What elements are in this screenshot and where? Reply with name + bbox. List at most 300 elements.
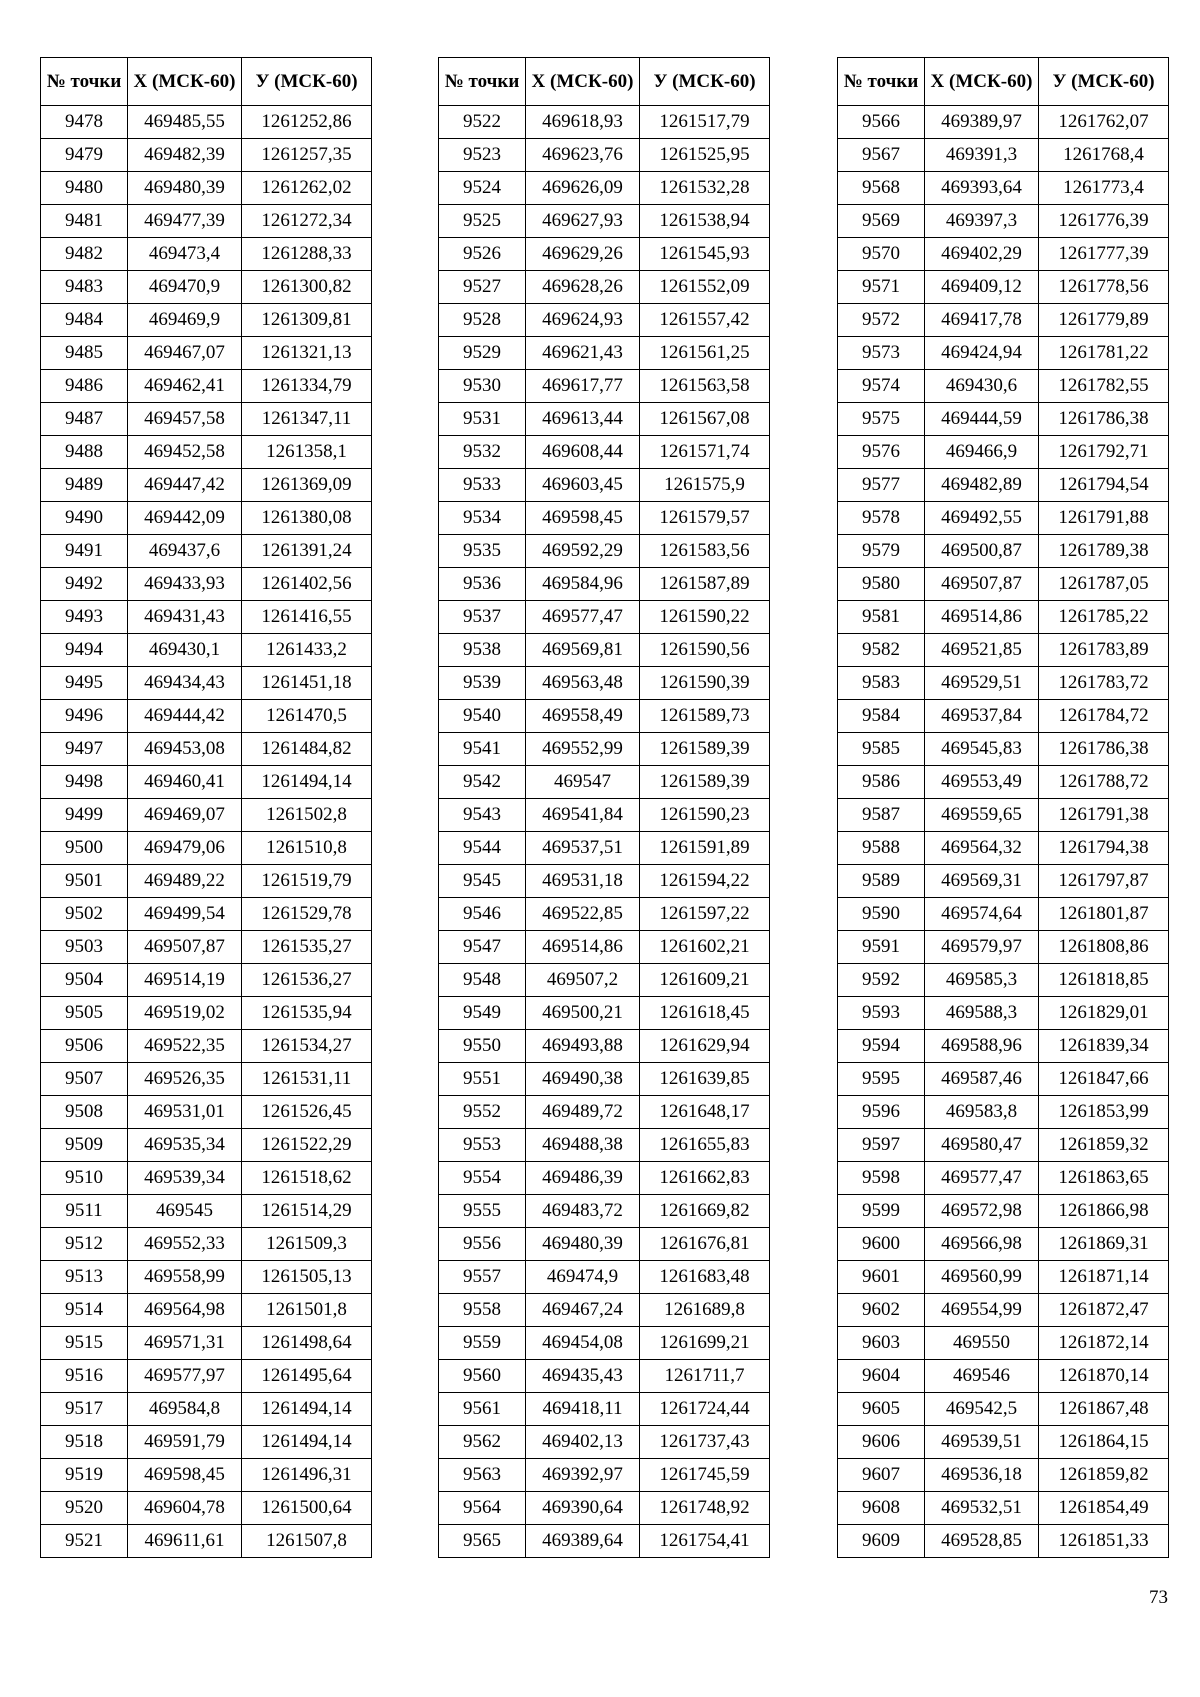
cell-point-number: 9568 [838, 172, 925, 205]
cell-point-number: 9525 [439, 205, 526, 238]
cell-x-coordinate: 469522,85 [526, 898, 640, 931]
cell-point-number: 9557 [439, 1261, 526, 1294]
cell-x-coordinate: 469519,02 [128, 997, 242, 1030]
cell-x-coordinate: 469621,43 [526, 337, 640, 370]
cell-x-coordinate: 469499,54 [128, 898, 242, 931]
cell-x-coordinate: 469539,51 [925, 1426, 1039, 1459]
table-row [41, 1294, 372, 1327]
cell-x-coordinate: 469490,38 [526, 1063, 640, 1096]
header-y-coordinate: У (МСК-60) [242, 58, 372, 106]
cell-point-number: 9491 [41, 535, 128, 568]
cell-point-number: 9494 [41, 634, 128, 667]
cell-point-number: 9542 [439, 766, 526, 799]
cell-point-number: 9546 [439, 898, 526, 931]
table-row [838, 1459, 1169, 1492]
cell-y-coordinate: 1261689,8 [640, 1294, 770, 1327]
cell-point-number: 9543 [439, 799, 526, 832]
cell-y-coordinate: 1261609,21 [640, 964, 770, 997]
cell-point-number: 9510 [41, 1162, 128, 1195]
cell-point-number: 9583 [838, 667, 925, 700]
cell-x-coordinate: 469624,93 [526, 304, 640, 337]
cell-y-coordinate: 1261724,44 [640, 1393, 770, 1426]
cell-x-coordinate: 469500,21 [526, 997, 640, 1030]
cell-x-coordinate: 469500,87 [925, 535, 1039, 568]
cell-point-number: 9500 [41, 832, 128, 865]
cell-x-coordinate: 469483,72 [526, 1195, 640, 1228]
cell-point-number: 9504 [41, 964, 128, 997]
cell-point-number: 9507 [41, 1063, 128, 1096]
cell-x-coordinate: 469393,64 [925, 172, 1039, 205]
cell-y-coordinate: 1261618,45 [640, 997, 770, 1030]
cell-point-number: 9564 [439, 1492, 526, 1525]
cell-x-coordinate: 469587,46 [925, 1063, 1039, 1096]
cell-y-coordinate: 1261639,85 [640, 1063, 770, 1096]
cell-point-number: 9590 [838, 898, 925, 931]
cell-x-coordinate: 469492,55 [925, 502, 1039, 535]
cell-point-number: 9558 [439, 1294, 526, 1327]
table-row [838, 304, 1169, 337]
cell-point-number: 9492 [41, 568, 128, 601]
cell-y-coordinate: 1261557,42 [640, 304, 770, 337]
cell-x-coordinate: 469577,97 [128, 1360, 242, 1393]
cell-x-coordinate: 469417,78 [925, 304, 1039, 337]
cell-y-coordinate: 1261783,72 [1039, 667, 1169, 700]
cell-x-coordinate: 469460,41 [128, 766, 242, 799]
cell-point-number: 9593 [838, 997, 925, 1030]
table-row [838, 370, 1169, 403]
cell-point-number: 9609 [838, 1525, 925, 1558]
cell-y-coordinate: 1261781,22 [1039, 337, 1169, 370]
table-row [439, 667, 770, 700]
table-row [838, 502, 1169, 535]
cell-y-coordinate: 1261594,22 [640, 865, 770, 898]
table-row [838, 106, 1169, 139]
cell-point-number: 9559 [439, 1327, 526, 1360]
cell-y-coordinate: 1261754,41 [640, 1525, 770, 1558]
cell-point-number: 9535 [439, 535, 526, 568]
cell-x-coordinate: 469618,93 [526, 106, 640, 139]
cell-x-coordinate: 469541,84 [526, 799, 640, 832]
cell-x-coordinate: 469539,34 [128, 1162, 242, 1195]
cell-x-coordinate: 469545 [128, 1195, 242, 1228]
cell-x-coordinate: 469572,98 [925, 1195, 1039, 1228]
table-row [439, 997, 770, 1030]
table-row [838, 601, 1169, 634]
table-row [439, 634, 770, 667]
cell-x-coordinate: 469431,43 [128, 601, 242, 634]
cell-x-coordinate: 469583,8 [925, 1096, 1039, 1129]
cell-y-coordinate: 1261782,55 [1039, 370, 1169, 403]
cell-x-coordinate: 469584,8 [128, 1393, 242, 1426]
table-row [41, 1261, 372, 1294]
cell-x-coordinate: 469462,41 [128, 370, 242, 403]
table-row [439, 172, 770, 205]
cell-x-coordinate: 469579,97 [925, 931, 1039, 964]
cell-x-coordinate: 469588,96 [925, 1030, 1039, 1063]
cell-y-coordinate: 1261629,94 [640, 1030, 770, 1063]
cell-point-number: 9480 [41, 172, 128, 205]
cell-y-coordinate: 1261870,14 [1039, 1360, 1169, 1393]
cell-point-number: 9595 [838, 1063, 925, 1096]
table-row [41, 403, 372, 436]
table-row [439, 1459, 770, 1492]
table-row [439, 766, 770, 799]
cell-y-coordinate: 1261591,89 [640, 832, 770, 865]
table-row [41, 832, 372, 865]
cell-point-number: 9576 [838, 436, 925, 469]
cell-y-coordinate: 1261538,94 [640, 205, 770, 238]
cell-x-coordinate: 469514,19 [128, 964, 242, 997]
cell-x-coordinate: 469560,99 [925, 1261, 1039, 1294]
cell-point-number: 9548 [439, 964, 526, 997]
cell-y-coordinate: 1261669,82 [640, 1195, 770, 1228]
cell-point-number: 9586 [838, 766, 925, 799]
table-row [439, 106, 770, 139]
cell-point-number: 9567 [838, 139, 925, 172]
cell-x-coordinate: 469546 [925, 1360, 1039, 1393]
cell-y-coordinate: 1261507,8 [242, 1525, 372, 1558]
cell-y-coordinate: 1261262,02 [242, 172, 372, 205]
table-row [838, 997, 1169, 1030]
cell-x-coordinate: 469552,33 [128, 1228, 242, 1261]
cell-x-coordinate: 469389,97 [925, 106, 1039, 139]
cell-y-coordinate: 1261864,15 [1039, 1426, 1169, 1459]
cell-x-coordinate: 469577,47 [526, 601, 640, 634]
cell-point-number: 9572 [838, 304, 925, 337]
cell-x-coordinate: 469444,59 [925, 403, 1039, 436]
cell-point-number: 9560 [439, 1360, 526, 1393]
cell-point-number: 9511 [41, 1195, 128, 1228]
cell-x-coordinate: 469574,64 [925, 898, 1039, 931]
cell-x-coordinate: 469526,35 [128, 1063, 242, 1096]
cell-point-number: 9578 [838, 502, 925, 535]
table-row [439, 238, 770, 271]
cell-y-coordinate: 1261787,05 [1039, 568, 1169, 601]
cell-y-coordinate: 1261517,79 [640, 106, 770, 139]
cell-x-coordinate: 469467,07 [128, 337, 242, 370]
cell-point-number: 9596 [838, 1096, 925, 1129]
cell-x-coordinate: 469571,31 [128, 1327, 242, 1360]
cell-x-coordinate: 469531,01 [128, 1096, 242, 1129]
table-header-row [41, 58, 372, 106]
cell-point-number: 9481 [41, 205, 128, 238]
cell-point-number: 9478 [41, 106, 128, 139]
cell-x-coordinate: 469485,55 [128, 106, 242, 139]
table-row [439, 403, 770, 436]
cell-y-coordinate: 1261778,56 [1039, 271, 1169, 304]
table-row [41, 535, 372, 568]
cell-x-coordinate: 469542,5 [925, 1393, 1039, 1426]
cell-point-number: 9547 [439, 931, 526, 964]
table-row [41, 733, 372, 766]
cell-y-coordinate: 1261773,4 [1039, 172, 1169, 205]
cell-x-coordinate: 469390,64 [526, 1492, 640, 1525]
table-row [838, 1525, 1169, 1558]
cell-x-coordinate: 469402,29 [925, 238, 1039, 271]
cell-y-coordinate: 1261590,39 [640, 667, 770, 700]
cell-y-coordinate: 1261597,22 [640, 898, 770, 931]
cell-point-number: 9484 [41, 304, 128, 337]
cell-y-coordinate: 1261794,38 [1039, 832, 1169, 865]
table-row [838, 1063, 1169, 1096]
cell-x-coordinate: 469470,9 [128, 271, 242, 304]
table-row [838, 898, 1169, 931]
table-row [41, 205, 372, 238]
cell-y-coordinate: 1261525,95 [640, 139, 770, 172]
table-row [439, 1492, 770, 1525]
cell-x-coordinate: 469489,22 [128, 865, 242, 898]
cell-point-number: 9514 [41, 1294, 128, 1327]
cell-x-coordinate: 469629,26 [526, 238, 640, 271]
cell-y-coordinate: 1261369,09 [242, 469, 372, 502]
table-row [838, 568, 1169, 601]
cell-y-coordinate: 1261321,13 [242, 337, 372, 370]
cell-y-coordinate: 1261783,89 [1039, 634, 1169, 667]
cell-x-coordinate: 469444,42 [128, 700, 242, 733]
cell-point-number: 9527 [439, 271, 526, 304]
table-row [41, 997, 372, 1030]
cell-y-coordinate: 1261589,39 [640, 766, 770, 799]
cell-point-number: 9488 [41, 436, 128, 469]
cell-y-coordinate: 1261853,99 [1039, 1096, 1169, 1129]
table-row [41, 238, 372, 271]
table-row [838, 403, 1169, 436]
table-row [41, 106, 372, 139]
table-row [439, 1228, 770, 1261]
cell-y-coordinate: 1261526,45 [242, 1096, 372, 1129]
table-row [838, 931, 1169, 964]
cell-point-number: 9561 [439, 1393, 526, 1426]
cell-x-coordinate: 469507,87 [128, 931, 242, 964]
table-row [838, 535, 1169, 568]
cell-y-coordinate: 1261776,39 [1039, 205, 1169, 238]
cell-point-number: 9493 [41, 601, 128, 634]
cell-y-coordinate: 1261788,72 [1039, 766, 1169, 799]
table-header-row [439, 58, 770, 106]
cell-point-number: 9598 [838, 1162, 925, 1195]
cell-x-coordinate: 469564,98 [128, 1294, 242, 1327]
cell-y-coordinate: 1261552,09 [640, 271, 770, 304]
cell-y-coordinate: 1261808,86 [1039, 931, 1169, 964]
cell-point-number: 9498 [41, 766, 128, 799]
cell-point-number: 9506 [41, 1030, 128, 1063]
table-row [41, 436, 372, 469]
cell-y-coordinate: 1261334,79 [242, 370, 372, 403]
table-row [41, 1426, 372, 1459]
cell-y-coordinate: 1261501,8 [242, 1294, 372, 1327]
table-row [439, 1030, 770, 1063]
cell-x-coordinate: 469537,51 [526, 832, 640, 865]
cell-x-coordinate: 469627,93 [526, 205, 640, 238]
cell-x-coordinate: 469402,13 [526, 1426, 640, 1459]
cell-y-coordinate: 1261571,74 [640, 436, 770, 469]
cell-y-coordinate: 1261529,78 [242, 898, 372, 931]
cell-point-number: 9570 [838, 238, 925, 271]
cell-x-coordinate: 469437,6 [128, 535, 242, 568]
cell-x-coordinate: 469473,4 [128, 238, 242, 271]
cell-y-coordinate: 1261589,73 [640, 700, 770, 733]
table-row [439, 799, 770, 832]
table-row [41, 568, 372, 601]
cell-y-coordinate: 1261509,3 [242, 1228, 372, 1261]
cell-y-coordinate: 1261869,31 [1039, 1228, 1169, 1261]
cell-point-number: 9509 [41, 1129, 128, 1162]
cell-point-number: 9485 [41, 337, 128, 370]
table-row [41, 1096, 372, 1129]
cell-x-coordinate: 469469,9 [128, 304, 242, 337]
cell-x-coordinate: 469584,96 [526, 568, 640, 601]
cell-point-number: 9499 [41, 799, 128, 832]
table-row [41, 766, 372, 799]
cell-y-coordinate: 1261583,56 [640, 535, 770, 568]
cell-x-coordinate: 469409,12 [925, 271, 1039, 304]
cell-point-number: 9569 [838, 205, 925, 238]
cell-x-coordinate: 469482,89 [925, 469, 1039, 502]
cell-point-number: 9528 [439, 304, 526, 337]
cell-x-coordinate: 469592,29 [526, 535, 640, 568]
cell-y-coordinate: 1261532,28 [640, 172, 770, 205]
page-number: 73 [1149, 1587, 1168, 1608]
cell-x-coordinate: 469535,34 [128, 1129, 242, 1162]
cell-x-coordinate: 469391,3 [925, 139, 1039, 172]
cell-y-coordinate: 1261745,59 [640, 1459, 770, 1492]
cell-x-coordinate: 469569,31 [925, 865, 1039, 898]
table-row [838, 1261, 1169, 1294]
cell-x-coordinate: 469457,58 [128, 403, 242, 436]
cell-point-number: 9594 [838, 1030, 925, 1063]
table-row [439, 568, 770, 601]
cell-y-coordinate: 1261416,55 [242, 601, 372, 634]
cell-point-number: 9489 [41, 469, 128, 502]
cell-point-number: 9497 [41, 733, 128, 766]
cell-point-number: 9512 [41, 1228, 128, 1261]
cell-x-coordinate: 469603,45 [526, 469, 640, 502]
cell-point-number: 9582 [838, 634, 925, 667]
cell-y-coordinate: 1261786,38 [1039, 403, 1169, 436]
table-row [41, 1360, 372, 1393]
table-row [838, 172, 1169, 205]
table-row [838, 1492, 1169, 1525]
cell-y-coordinate: 1261866,98 [1039, 1195, 1169, 1228]
cell-point-number: 9490 [41, 502, 128, 535]
cell-x-coordinate: 469521,85 [925, 634, 1039, 667]
cell-y-coordinate: 1261358,1 [242, 436, 372, 469]
cell-y-coordinate: 1261309,81 [242, 304, 372, 337]
cell-point-number: 9532 [439, 436, 526, 469]
cell-y-coordinate: 1261536,27 [242, 964, 372, 997]
table-row [41, 1525, 372, 1558]
cell-point-number: 9589 [838, 865, 925, 898]
coordinates-table-2 [438, 57, 770, 1558]
cell-x-coordinate: 469474,9 [526, 1261, 640, 1294]
cell-point-number: 9591 [838, 931, 925, 964]
cell-y-coordinate: 1261252,86 [242, 106, 372, 139]
table-row [41, 337, 372, 370]
cell-y-coordinate: 1261818,85 [1039, 964, 1169, 997]
cell-y-coordinate: 1261561,25 [640, 337, 770, 370]
cell-y-coordinate: 1261762,07 [1039, 106, 1169, 139]
cell-y-coordinate: 1261433,2 [242, 634, 372, 667]
cell-y-coordinate: 1261402,56 [242, 568, 372, 601]
table-row [439, 502, 770, 535]
cell-point-number: 9563 [439, 1459, 526, 1492]
cell-y-coordinate: 1261839,34 [1039, 1030, 1169, 1063]
cell-x-coordinate: 469528,85 [925, 1525, 1039, 1558]
cell-point-number: 9600 [838, 1228, 925, 1261]
table-row [439, 304, 770, 337]
table-row [838, 1294, 1169, 1327]
table-row [838, 964, 1169, 997]
cell-point-number: 9552 [439, 1096, 526, 1129]
cell-x-coordinate: 469480,39 [128, 172, 242, 205]
cell-y-coordinate: 1261505,13 [242, 1261, 372, 1294]
table-row [838, 1360, 1169, 1393]
table-row [41, 634, 372, 667]
cell-y-coordinate: 1261590,56 [640, 634, 770, 667]
table-row [41, 139, 372, 172]
cell-x-coordinate: 469435,43 [526, 1360, 640, 1393]
cell-point-number: 9487 [41, 403, 128, 436]
cell-y-coordinate: 1261872,47 [1039, 1294, 1169, 1327]
cell-x-coordinate: 469466,9 [925, 436, 1039, 469]
cell-x-coordinate: 469514,86 [925, 601, 1039, 634]
cell-x-coordinate: 469452,58 [128, 436, 242, 469]
cell-point-number: 9529 [439, 337, 526, 370]
cell-y-coordinate: 1261451,18 [242, 667, 372, 700]
cell-x-coordinate: 469424,94 [925, 337, 1039, 370]
table-row [838, 271, 1169, 304]
table-row [439, 469, 770, 502]
table-row [838, 139, 1169, 172]
cell-y-coordinate: 1261786,38 [1039, 733, 1169, 766]
cell-point-number: 9553 [439, 1129, 526, 1162]
cell-x-coordinate: 469566,98 [925, 1228, 1039, 1261]
cell-x-coordinate: 469598,45 [128, 1459, 242, 1492]
cell-point-number: 9518 [41, 1426, 128, 1459]
table-row [439, 733, 770, 766]
cell-y-coordinate: 1261801,87 [1039, 898, 1169, 931]
cell-point-number: 9555 [439, 1195, 526, 1228]
cell-y-coordinate: 1261535,27 [242, 931, 372, 964]
cell-point-number: 9496 [41, 700, 128, 733]
cell-point-number: 9502 [41, 898, 128, 931]
cell-point-number: 9515 [41, 1327, 128, 1360]
cell-x-coordinate: 469580,47 [925, 1129, 1039, 1162]
cell-y-coordinate: 1261662,83 [640, 1162, 770, 1195]
cell-x-coordinate: 469479,06 [128, 832, 242, 865]
header-y-coordinate: У (МСК-60) [1039, 58, 1169, 106]
cell-y-coordinate: 1261494,14 [242, 766, 372, 799]
table-row [439, 205, 770, 238]
cell-x-coordinate: 469547 [526, 766, 640, 799]
cell-y-coordinate: 1261495,64 [242, 1360, 372, 1393]
cell-y-coordinate: 1261534,27 [242, 1030, 372, 1063]
cell-y-coordinate: 1261791,38 [1039, 799, 1169, 832]
cell-x-coordinate: 469545,83 [925, 733, 1039, 766]
cell-y-coordinate: 1261484,82 [242, 733, 372, 766]
cell-y-coordinate: 1261676,81 [640, 1228, 770, 1261]
cell-point-number: 9534 [439, 502, 526, 535]
header-point-number: № точки [838, 58, 925, 106]
cell-y-coordinate: 1261510,8 [242, 832, 372, 865]
cell-x-coordinate: 469553,49 [925, 766, 1039, 799]
coordinates-table-1 [40, 57, 372, 1558]
cell-point-number: 9501 [41, 865, 128, 898]
cell-y-coordinate: 1261300,82 [242, 271, 372, 304]
cell-x-coordinate: 469447,42 [128, 469, 242, 502]
cell-x-coordinate: 469453,08 [128, 733, 242, 766]
cell-x-coordinate: 469418,11 [526, 1393, 640, 1426]
